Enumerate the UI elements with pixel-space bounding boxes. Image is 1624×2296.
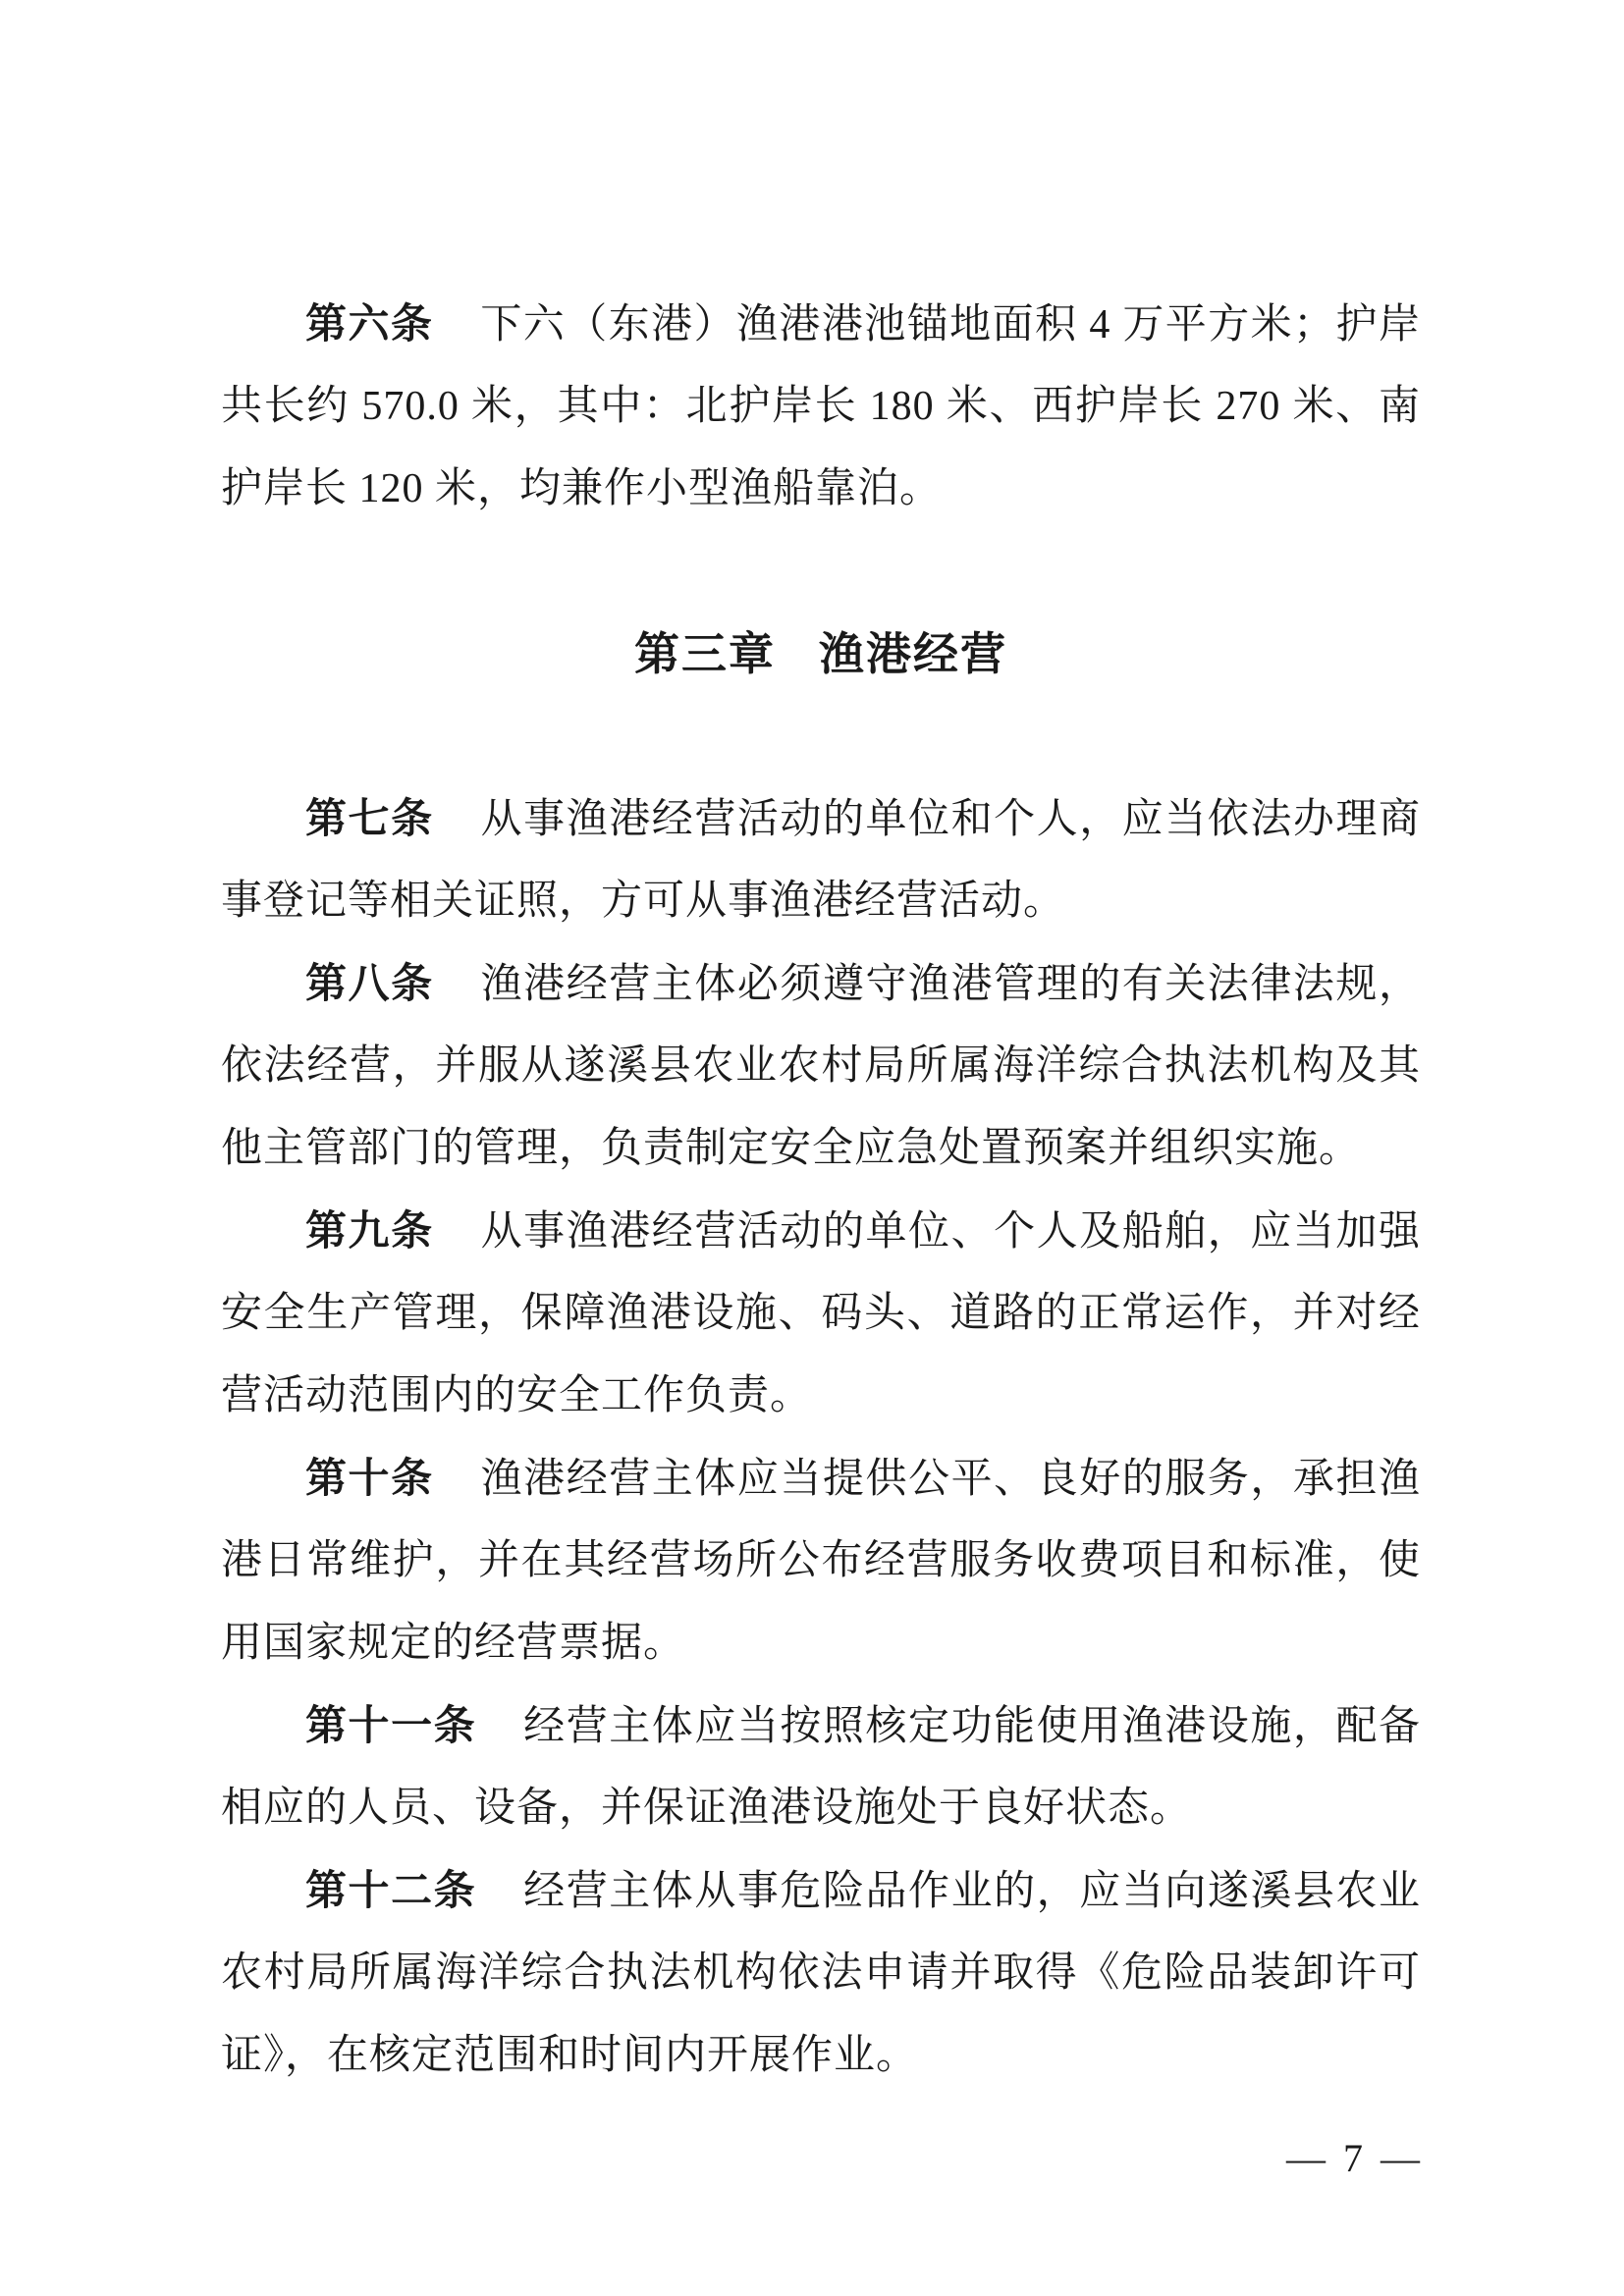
chapter-heading <box>221 613 1421 695</box>
article-7-text: 从事渔港经营活动的单位和个人，应当依法办理商 <box>480 797 1421 842</box>
text-line: 事登记等相关证照，方可从事渔港经营活动。 <box>221 879 1066 924</box>
article-12-text: 经营主体从事危险品作业的，应当向遂溪县农业 <box>523 1869 1421 1914</box>
article-12 <box>221 1849 1421 2097</box>
document-body <box>221 283 1421 2097</box>
text-line: 共长约 570.0 米，其中：北护岸长 180 米、西护岸长 270 米、南 <box>221 384 1421 429</box>
text-line: 港日常维护，并在其经营场所公布经营服务收费项目和标准，使 <box>221 1538 1421 1583</box>
article-10-text: 渔港经营主体应当提供公平、良好的服务，承担渔 <box>480 1457 1421 1502</box>
text-line <box>221 942 1421 1025</box>
text-line: 安全生产管理，保障渔港设施、码头、道路的正常运作，并对经 <box>221 1291 1421 1336</box>
article-8-text: 渔港经营主体必须遵守渔港管理的有关法律法规， <box>480 962 1421 1007</box>
article-8-label: 第八条 <box>305 960 434 1006</box>
article-6 <box>221 283 1421 530</box>
article-12-label: 第十二条 <box>305 1867 477 1913</box>
text-line: 证》，在核定范围和时间内开展作业。 <box>221 2033 919 2078</box>
text-line <box>221 1684 1421 1767</box>
text-line: 营活动范围内的安全工作负责。 <box>221 1373 813 1418</box>
text-line: 用国家规定的经营票据。 <box>221 1621 686 1666</box>
article-10 <box>221 1437 1421 1684</box>
article-9-text: 从事渔港经营活动的单位、个人及船舶，应当加强 <box>480 1209 1421 1255</box>
chapter-number: 第三章 <box>634 628 776 679</box>
article-11-text: 经营主体应当按照核定功能使用渔港设施，配备 <box>523 1704 1421 1749</box>
text-line <box>221 1437 1421 1520</box>
article-8 <box>221 942 1421 1190</box>
text-line: 护岸长 120 米，均兼作小型渔船靠泊。 <box>221 466 943 511</box>
article-11-label: 第十一条 <box>305 1702 477 1748</box>
article-6-label: 第六条 <box>305 300 434 347</box>
article-10-label: 第十条 <box>305 1455 434 1501</box>
article-6-text: 下六（东港）渔港港池锚地面积 4 万平方米；护岸 <box>480 302 1421 347</box>
article-7-label: 第七条 <box>305 795 434 841</box>
page-number: — 7 — <box>1286 2136 1424 2180</box>
article-9 <box>221 1190 1421 1437</box>
text-line: 他主管部门的管理，负责制定安全应急处置预案并组织实施。 <box>221 1126 1362 1171</box>
text-line <box>221 777 1421 860</box>
text-line: 农村局所属海洋综合执法机构依法申请并取得《危险品装卸许可 <box>221 1950 1421 1996</box>
text-line: 相应的人员、设备，并保证渔港设施处于良好状态。 <box>221 1786 1193 1831</box>
text-line <box>221 1849 1421 1932</box>
article-7 <box>221 777 1421 942</box>
article-9-label: 第九条 <box>305 1207 434 1254</box>
article-11 <box>221 1684 1421 1849</box>
text-line: 依法经营，并服从遂溪县农业农村局所属海洋综合执法机构及其 <box>221 1043 1421 1089</box>
text-line <box>221 283 1421 365</box>
chapter-title: 渔港经营 <box>819 628 1007 679</box>
text-line <box>221 1190 1421 1272</box>
